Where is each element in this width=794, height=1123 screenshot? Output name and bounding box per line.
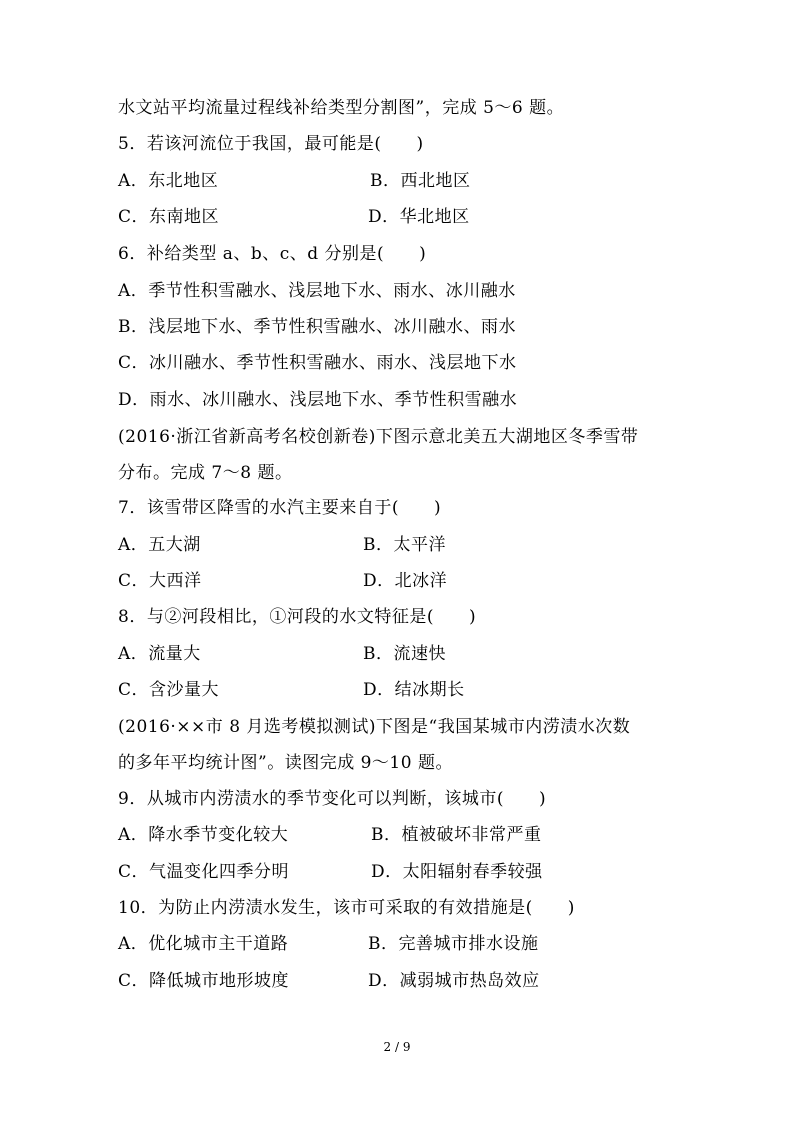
question-7-stem: 7．该雪带区降雪的水汽主要来自于( ) (118, 498, 442, 518)
question-6-stem: 6．补给类型 a、b、c、d 分别是( ) (118, 244, 427, 264)
option-d: D．北冰洋 (363, 571, 448, 591)
intro-text: (2016·××市 8 月选考模拟测试)下图是“我国某城市内涝渍水次数 (118, 717, 631, 737)
question-7-options-row1 (118, 534, 446, 556)
option-a: A．五大湖 (118, 535, 201, 555)
intro-text: 分布。完成 7～8 题。 (118, 463, 293, 483)
option-a: A．东北地区 (118, 171, 219, 191)
option-a: A．季节性积雪融水、浅层地下水、雨水、冰川融水 (118, 281, 516, 301)
question-5-options-row2 (118, 206, 470, 228)
intro-text: 水文站平均流量过程线补给类型分割图”，完成 5～6 题。 (118, 98, 565, 118)
intro-text: (2016·浙江省新高考名校创新卷)下图示意北美五大湖地区冬季雪带 (118, 427, 639, 447)
question-9-options-row2 (118, 861, 543, 883)
question-8-stem: 8．与②河段相比，①河段的水文特征是( ) (118, 607, 477, 627)
option-b: B．西北地区 (370, 171, 471, 191)
question-10-options-row2 (118, 970, 540, 992)
intro-text: 的多年平均统计图”。读图完成 9～10 题。 (118, 753, 453, 773)
option-a: A．流量大 (118, 644, 201, 664)
option-c: C．大西洋 (118, 571, 202, 591)
option-c: C．降低城市地形坡度 (118, 971, 290, 991)
question-10-options-row1 (118, 933, 539, 955)
option-b: B．浅层地下水、季节性积雪融水、冰川融水、雨水 (118, 317, 516, 337)
option-b: B．植被破坏非常严重 (371, 825, 542, 845)
question-5-stem: 5．若该河流位于我国，最可能是( ) (118, 134, 424, 154)
option-d: D．华北地区 (368, 207, 470, 227)
option-b: B．太平洋 (363, 535, 446, 555)
option-d: D．减弱城市热岛效应 (368, 971, 540, 991)
question-9-stem: 9．从城市内涝渍水的季节变化可以判断，该城市( ) (118, 789, 547, 809)
option-c: C．冰川融水、季节性积雪融水、雨水、浅层地下水 (118, 353, 517, 373)
question-9-options-row1 (118, 824, 542, 846)
option-b: B．完善城市排水设施 (368, 934, 539, 954)
option-d: D．结冰期长 (363, 680, 465, 700)
question-8-options-row2 (118, 679, 465, 701)
option-d: D．雨水、冰川融水、浅层地下水、季节性积雪融水 (118, 390, 518, 410)
option-b: B．流速快 (363, 644, 446, 664)
question-8-options-row1 (118, 643, 446, 665)
question-10-stem: 10．为防止内涝渍水发生，该市可采取的有效措施是( ) (118, 898, 575, 918)
option-c: C．气温变化四季分明 (118, 862, 290, 882)
option-a: A．降水季节变化较大 (118, 825, 289, 845)
question-5-options-row1 (118, 170, 471, 192)
page-number: 2 / 9 (383, 1040, 411, 1054)
option-a: A．优化城市主干道路 (118, 934, 289, 954)
option-c: C．含沙量大 (118, 680, 220, 700)
option-c: C．东南地区 (118, 207, 220, 227)
option-d: D．太阳辐射春季较强 (371, 862, 543, 882)
question-7-options-row2 (118, 570, 448, 592)
